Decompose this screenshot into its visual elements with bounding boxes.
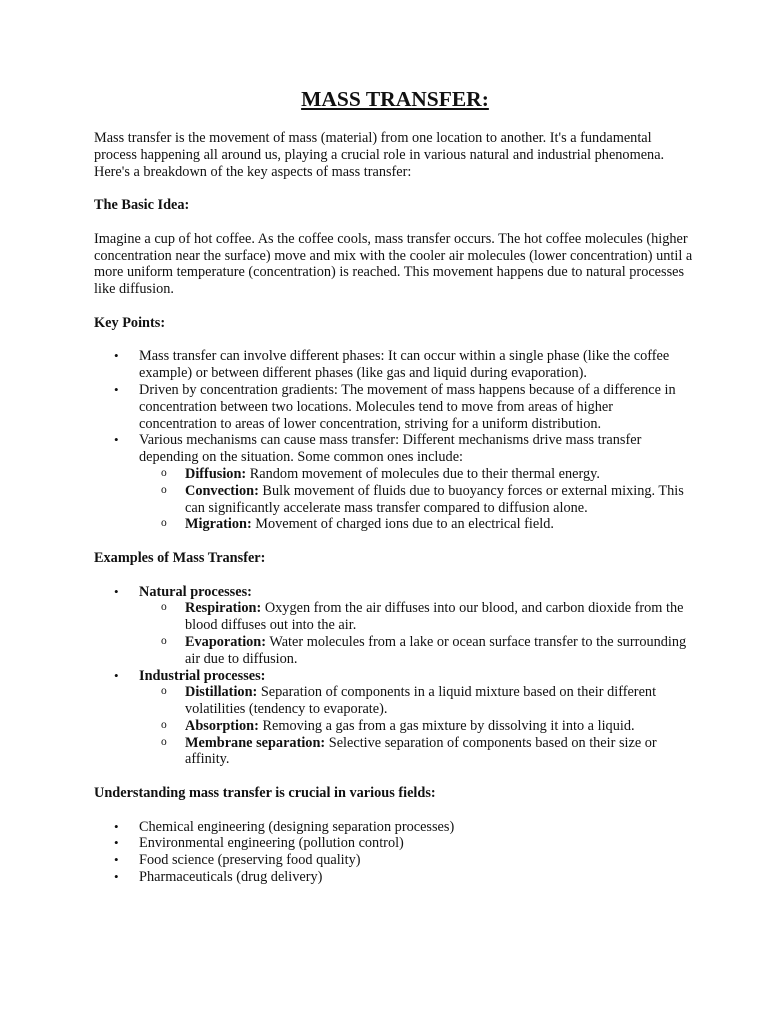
term-label: Respiration: xyxy=(185,600,262,617)
industrial-processes-label: Industrial processes: xyxy=(139,667,266,684)
list-item: • Chemical engineering (designing separation processes) xyxy=(94,819,694,836)
list-item: • Driven by concentration gradients: The movement of mass happens because of a difference in concentration between two locations. Molecules tend to move from areas of higher concentration to areas of lower concentration, striving for a uniform distribution. xyxy=(94,382,694,432)
examples-list xyxy=(94,584,694,769)
intro-paragraph: Mass transfer is the movement of mass (material) from one location to another. It's a fundamental process happening all around us, playing a crucial role in various natural and industrial phenomena. Here's a breakdown of the key aspects of mass transfer: xyxy=(94,130,665,180)
examples-heading: Examples of Mass Transfer: xyxy=(94,549,266,566)
list-item xyxy=(94,584,694,668)
fields-heading: Understanding mass transfer is crucial in various fields: xyxy=(94,785,436,802)
sublist-item xyxy=(94,600,694,634)
list-item xyxy=(94,432,694,533)
term-label: Migration: xyxy=(185,516,252,533)
list-item-text: Various mechanisms can cause mass transfer: Different mechanisms drive mass transfer depending on the situation. Some common ones include: xyxy=(139,432,642,466)
natural-processes-label: Natural processes: xyxy=(139,583,252,600)
sublist-item xyxy=(94,483,694,517)
term-description: Removing a gas from a gas mixture by dissolving it into a liquid. xyxy=(258,717,635,734)
term-label: Membrane separation: xyxy=(185,734,326,751)
mechanisms-sublist xyxy=(139,466,694,533)
list-item xyxy=(94,668,694,769)
list-item: • Mass transfer can involve different phases: It can occur within a single phase (like the coffee example) or between different phases (like gas and liquid during evaporation). xyxy=(94,348,694,382)
term-label: Diffusion: xyxy=(185,465,247,482)
term-description: Oxygen from the air diffuses into our blood, and carbon dioxide from the blood diffuses out into the air. xyxy=(185,600,684,634)
list-item: • Food science (preserving food quality) xyxy=(94,852,694,869)
natural-sublist xyxy=(139,600,694,667)
sublist-item xyxy=(94,466,694,483)
sublist-item xyxy=(94,684,694,718)
term-label: Absorption: xyxy=(185,717,259,734)
document-page xyxy=(94,86,694,886)
term-description: Bulk movement of fluids due to buoyancy forces or external mixing. This can significantly accelerate mass transfer compared to diffusion alone. xyxy=(185,482,684,516)
industrial-sublist xyxy=(139,684,694,768)
page-title: MASS TRANSFER: xyxy=(301,87,489,111)
list-item: • Pharmaceuticals (drug delivery) xyxy=(94,869,694,886)
term-label: Distillation: xyxy=(185,684,258,701)
term-description: Random movement of molecules due to their thermal energy. xyxy=(246,465,600,482)
sublist-item xyxy=(94,634,694,668)
key-points-heading: Key Points: xyxy=(94,314,166,331)
key-points-list xyxy=(94,348,694,533)
term-label: Evaporation: xyxy=(185,633,267,650)
term-description: Separation of components in a liquid mixture based on their different volatilities (tendency to evaporate). xyxy=(185,684,657,718)
list-item: • Environmental engineering (pollution control) xyxy=(94,835,694,852)
term-label: Convection: xyxy=(185,482,259,499)
term-description: Selective separation of components based on their size or affinity. xyxy=(185,734,657,768)
term-description: Movement of charged ions due to an electrical field. xyxy=(251,516,554,533)
sublist-item xyxy=(94,735,694,769)
basic-idea-heading: The Basic Idea: xyxy=(94,197,190,214)
basic-idea-paragraph: Imagine a cup of hot coffee. As the coffee cools, mass transfer occurs. The hot coffee molecules (higher concentration near the surface) move and mix with the cooler air molecules (lower concentration) until a more uniform temperature (concentration) is reached. This movement happens due to natural processes like diffusion. xyxy=(94,230,693,298)
sublist-item xyxy=(94,718,694,735)
sublist-item xyxy=(94,516,694,533)
fields-list xyxy=(94,819,694,886)
term-description: Water molecules from a lake or ocean surface transfer to the surrounding air due to diffusion. xyxy=(185,633,687,667)
